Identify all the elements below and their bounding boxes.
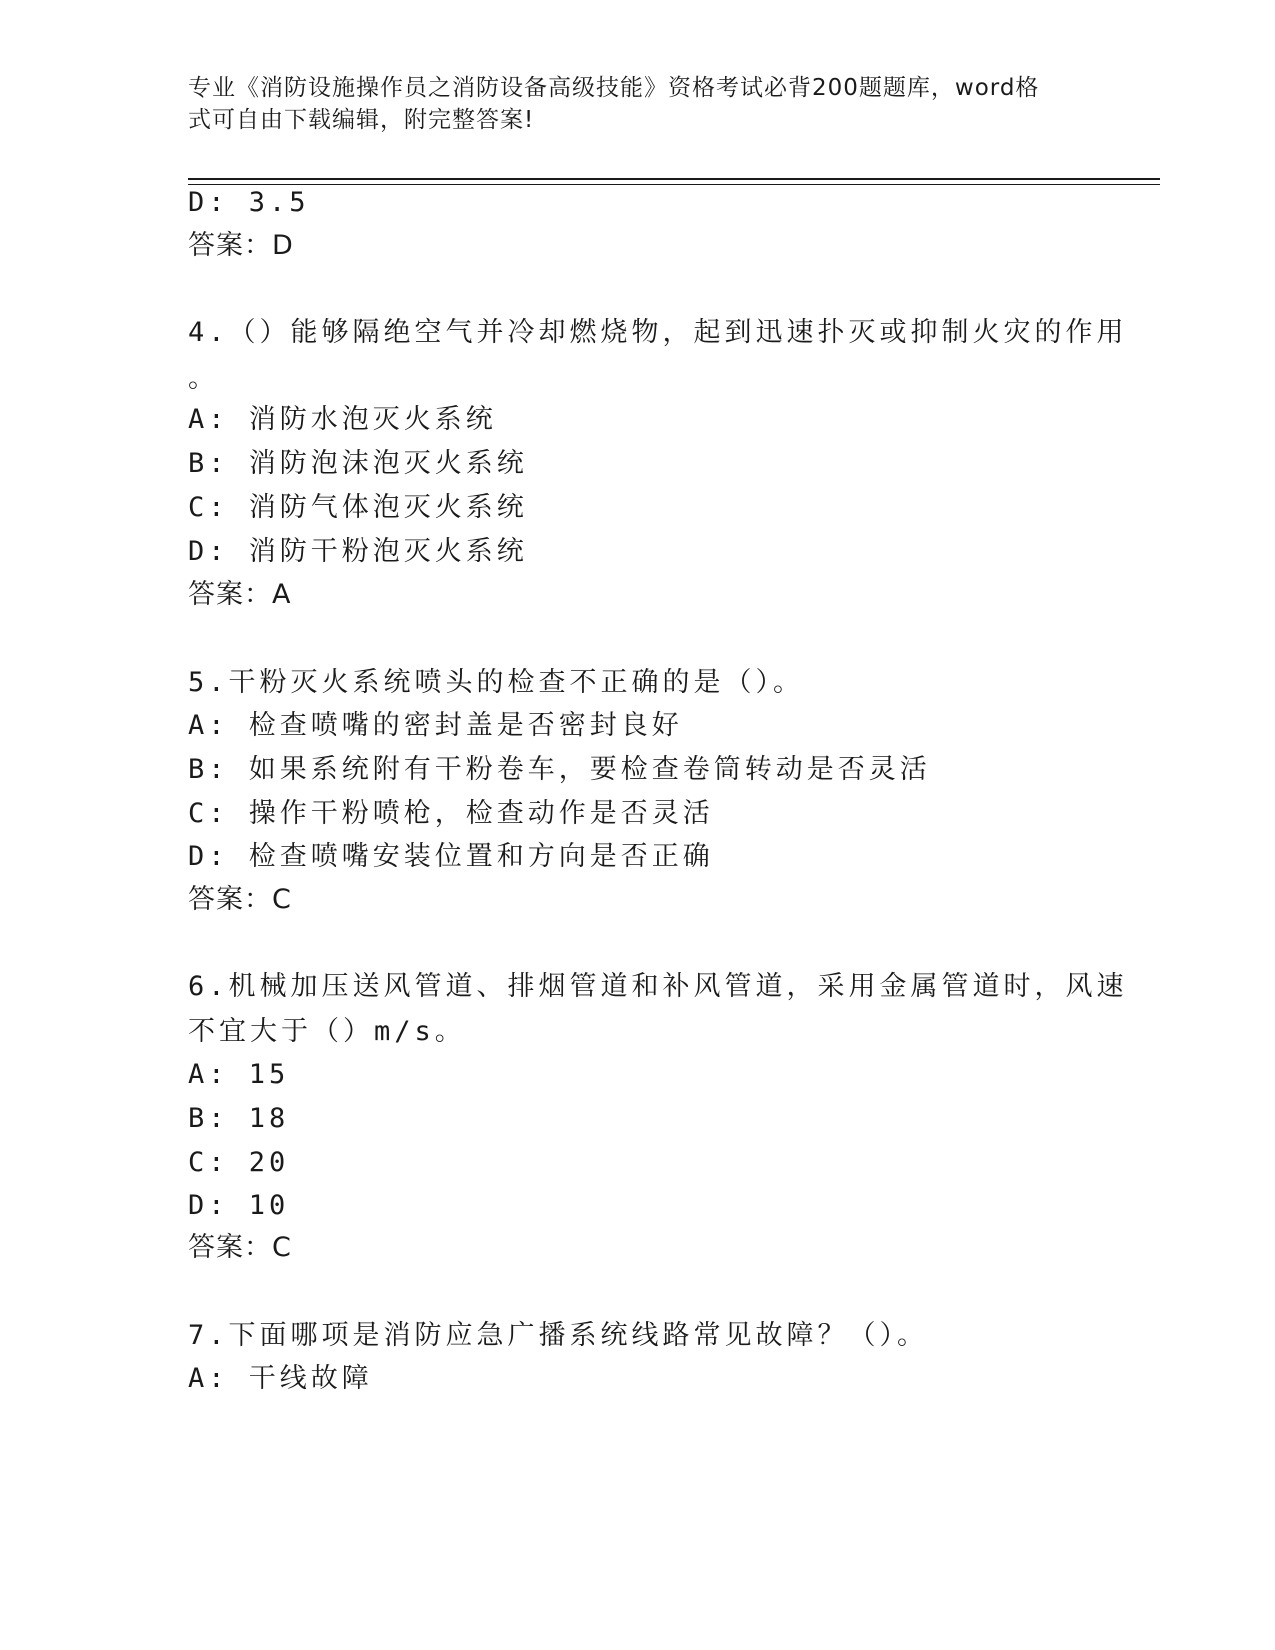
q4-stem-line-2: 。: [188, 363, 219, 394]
header-line-1: 专业《消防设施操作员之消防设备高级技能》资格考试必背200题题库，word格: [188, 75, 1040, 101]
prev-answer: 答案：D: [188, 230, 294, 261]
q5-option-c: C: 操作干粉喷枪，检查动作是否灵活: [188, 798, 714, 829]
q5-option-d: D: 检查喷嘴安装位置和方向是否正确: [188, 841, 714, 872]
q4-stem-line-1: 4.（）能够隔绝空气并冷却燃烧物，起到迅速扑灭或抑制火灾的作用: [188, 317, 1128, 348]
prev-option-d: D: 3.5: [188, 187, 310, 218]
q4-option-b: B: 消防泡沫泡灭火系统: [188, 448, 528, 479]
q6-option-d: D: 10: [188, 1190, 290, 1221]
q4-option-a: A: 消防水泡灭火系统: [188, 404, 497, 435]
q4-option-c: C: 消防气体泡灭火系统: [188, 492, 528, 523]
q7-stem: 7.下面哪项是消防应急广播系统线路常见故障？（）。: [188, 1320, 929, 1351]
header-divider-thick: [188, 178, 1160, 180]
q4-answer: 答案：A: [188, 579, 292, 610]
q5-option-b: B: 如果系统附有干粉卷车，要检查卷筒转动是否灵活: [188, 754, 931, 785]
q6-stem-line-1: 6.机械加压送风管道、排烟管道和补风管道，采用金属管道时，风速: [188, 971, 1128, 1002]
header-divider-thin: [188, 184, 1160, 185]
header-line-2: 式可自由下载编辑，附完整答案!: [188, 107, 535, 133]
q6-option-a: A: 15: [188, 1059, 290, 1090]
q6-option-c: C: 20: [188, 1147, 290, 1178]
q6-option-b: B: 18: [188, 1103, 290, 1134]
q7-option-a: A: 干线故障: [188, 1363, 373, 1394]
q5-stem: 5.干粉灭火系统喷头的检查不正确的是（）。: [188, 667, 805, 698]
document-header: [188, 72, 1068, 136]
q4-option-d: D: 消防干粉泡灭火系统: [188, 536, 528, 567]
q5-option-a: A: 检查喷嘴的密封盖是否密封良好: [188, 710, 683, 741]
q6-answer: 答案：C: [188, 1232, 292, 1263]
q6-stem-line-2: 不宜大于（）m/s。: [188, 1016, 466, 1047]
q5-answer: 答案：C: [188, 884, 292, 915]
